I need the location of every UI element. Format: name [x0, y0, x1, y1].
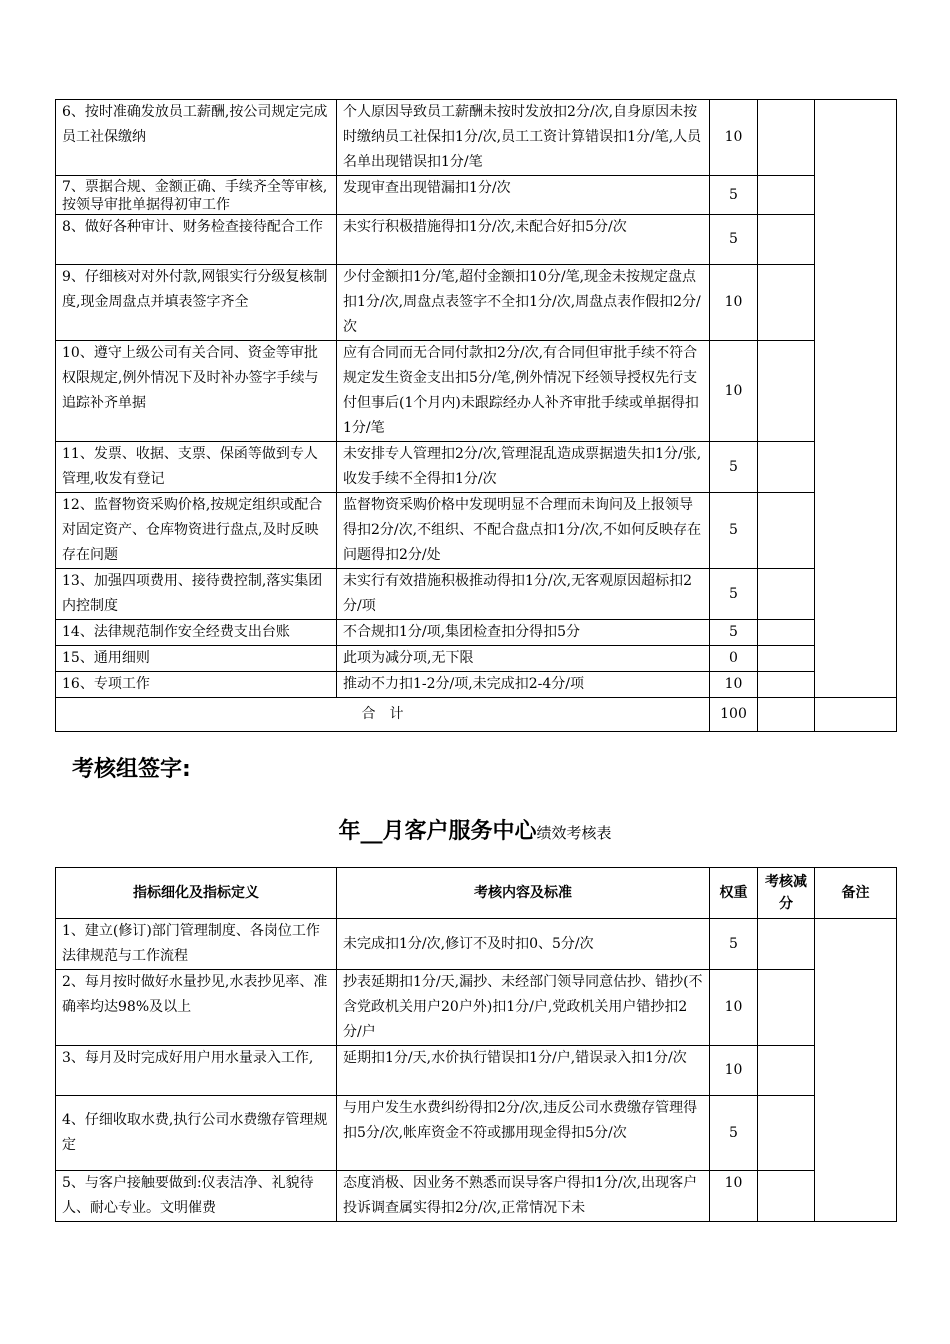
table-row: [56, 672, 897, 698]
item-definition: 16、专项工作: [56, 672, 337, 698]
assessment-standard: 延期扣1分/天,水价执行错误扣1分/户,错误录入扣1分/次: [337, 1046, 710, 1096]
header-row: [56, 868, 897, 919]
page-title: [0, 814, 950, 845]
assessment-standard: 未完成扣1分/次,修订不及时扣0、5分/次: [337, 919, 710, 970]
item-definition: 1、建立(修订)部门管理制度、各岗位工作法律规范与工作流程: [56, 919, 337, 970]
weight-cell: 10: [710, 970, 758, 1046]
table-row: [56, 215, 897, 265]
assessment-standard: 未实行有效措施积极推动得扣1分/次,无客观原因超标扣2分/项: [337, 569, 710, 620]
table-row: [56, 919, 897, 970]
deduction-cell: [758, 176, 815, 215]
item-definition: 14、法律规范制作安全经费支出台账: [56, 620, 337, 646]
note-cell: [815, 698, 897, 732]
weight-cell: 5: [710, 493, 758, 569]
deduction-cell: [758, 620, 815, 646]
deduction-cell: [758, 442, 815, 493]
table-row: [56, 265, 897, 341]
table-row: [56, 341, 897, 442]
item-definition: 2、每月按时做好水量抄见,水表抄见率、准确率均达98%及以上: [56, 970, 337, 1046]
weight-cell: 10: [710, 341, 758, 442]
assessment-table-customer-service: [55, 867, 897, 1222]
item-definition: 3、每月及时完成好用户用水量录入工作,: [56, 1046, 337, 1096]
deduction-cell: [758, 672, 815, 698]
table-row: [56, 493, 897, 569]
deduction-cell: [758, 341, 815, 442]
item-definition: 5、与客户接触要做到:仪表洁净、礼貌待人、耐心专业。文明催费: [56, 1171, 337, 1222]
deduction-cell: [758, 1171, 815, 1222]
weight-cell: 5: [710, 215, 758, 265]
weight-cell: 5: [710, 620, 758, 646]
header-weight: 权重: [710, 868, 758, 919]
header-deduct: 考核减分: [758, 868, 815, 919]
table-row: [56, 569, 897, 620]
header-standard: 考核内容及标准: [337, 868, 710, 919]
item-definition: 4、仔细收取水费,执行公司水费缴存管理规定: [56, 1096, 337, 1171]
assessment-standard: 发现审查出现错漏扣1分/次: [337, 176, 710, 215]
table-row: [56, 1046, 897, 1096]
header-item: 指标细化及指标定义: [56, 868, 337, 919]
weight-cell: 5: [710, 176, 758, 215]
item-definition: 10、遵守上级公司有关合同、资金等审批权限规定,例外情况下及时补办签字手续与追踪补齐单据: [56, 341, 337, 442]
weight-cell: 5: [710, 442, 758, 493]
weight-cell: 0: [710, 646, 758, 672]
deduction-cell: [758, 493, 815, 569]
note-cell: [815, 919, 897, 1222]
table-row: [56, 442, 897, 493]
deduction-cell: [758, 100, 815, 176]
item-definition: 15、通用细则: [56, 646, 337, 672]
total-row: [56, 698, 897, 732]
weight-cell: 10: [710, 1171, 758, 1222]
title-suffix: 绩效考核表: [536, 824, 612, 842]
deduction-cell: [758, 970, 815, 1046]
table-row: [56, 176, 897, 215]
signature-label: 考核组签字:: [72, 757, 191, 782]
note-cell: [815, 100, 897, 698]
item-definition: 6、按时准确发放员工薪酬,按公司规定完成员工社保缴纳: [56, 100, 337, 176]
item-definition: 8、做好各种审计、财务检查接待配合工作: [56, 215, 337, 265]
table-row: [56, 100, 897, 176]
total-weight: 100: [710, 698, 758, 732]
assessment-standard: 未安排专人管理扣2分/次,管理混乱造成票据遗失扣1分/张,收发手续不全得扣1分/次: [337, 442, 710, 493]
assessment-standard: 未实行积极措施得扣1分/次,未配合好扣5分/次: [337, 215, 710, 265]
assessment-standard: 个人原因导致员工薪酬未按时发放扣2分/次,自身原因未按时缴纳员工社保扣1分/次,员工工资计算错误扣1分/笔,人员名单出现错误扣1分/笔: [337, 100, 710, 176]
assessment-standard: 应有合同而无合同付款扣2分/次,有合同但审批手续不符合规定发生资金支出扣5分/笔,例外情况下经领导授权先行支付但事后(1个月内)未跟踪经办人补齐审批手续或单据得扣1分/笔: [337, 341, 710, 442]
header-note: 备注: [815, 868, 897, 919]
deduction-cell: [758, 215, 815, 265]
item-definition: 12、监督物资采购价格,按规定组织或配合对固定资产、仓库物资进行盘点,及时反映存在问题: [56, 493, 337, 569]
assessment-standard: 态度消极、因业务不熟悉而误导客户得扣1分/次,出现客户投诉调查属实得扣2分/次,正常情况下未: [337, 1171, 710, 1222]
assessment-standard: 少付金额扣1分/笔,超付金额扣10分/笔,现金未按规定盘点扣1分/次,周盘点表签字不全扣1分/次,周盘点表作假扣2分/次: [337, 265, 710, 341]
total-label: 合 计: [56, 698, 710, 732]
assessment-standard: 与用户发生水费纠纷得扣2分/次,违反公司水费缴存管理得扣5分/次,帐库资金不符或挪用现金得扣5分/次: [337, 1096, 710, 1171]
item-definition: 9、仔细核对对外付款,网银实行分级复核制度,现金周盘点并填表签字齐全: [56, 265, 337, 341]
assessment-table-finance: [55, 99, 897, 732]
item-definition: 7、票据合规、金额正确、手续齐全等审核,按领导审批单据得初审工作: [56, 176, 337, 215]
weight-cell: 10: [710, 672, 758, 698]
table-row: [56, 1096, 897, 1171]
weight-cell: 5: [710, 1096, 758, 1171]
deduction-cell: [758, 1096, 815, 1171]
deduction-cell: [758, 919, 815, 970]
assessment-standard: 此项为减分项,无下限: [337, 646, 710, 672]
table-row: [56, 970, 897, 1046]
table-row: [56, 1171, 897, 1222]
deduction-cell: [758, 1046, 815, 1096]
assessment-standard: 推动不力扣1-2分/项,未完成扣2-4分/项: [337, 672, 710, 698]
assessment-standard: 不合规扣1分/项,集团检查扣分得扣5分: [337, 620, 710, 646]
assessment-standard: 抄表延期扣1分/天,漏抄、未经部门领导同意估抄、错抄(不含党政机关用户20户外)扣1分/户,党政机关用户错抄扣2分/户: [337, 970, 710, 1046]
table-row: [56, 620, 897, 646]
deduction-cell: [758, 646, 815, 672]
weight-cell: 5: [710, 569, 758, 620]
deduction-cell: [758, 569, 815, 620]
table-row: [56, 646, 897, 672]
deduction-cell: [758, 698, 815, 732]
weight-cell: 10: [710, 1046, 758, 1096]
assessment-standard: 监督物资采购价格中发现明显不合理而未询问及上报领导得扣2分/次,不组织、不配合盘点扣1分/次,不如何反映存在问题得扣2分/处: [337, 493, 710, 569]
weight-cell: 10: [710, 265, 758, 341]
item-definition: 13、加强四项费用、接待费控制,落实集团内控制度: [56, 569, 337, 620]
deduction-cell: [758, 265, 815, 341]
item-definition: 11、发票、收据、支票、保函等做到专人管理,收发有登记: [56, 442, 337, 493]
weight-cell: 10: [710, 100, 758, 176]
weight-cell: 5: [710, 919, 758, 970]
title-main: 年__月客户服务中心: [338, 819, 537, 844]
